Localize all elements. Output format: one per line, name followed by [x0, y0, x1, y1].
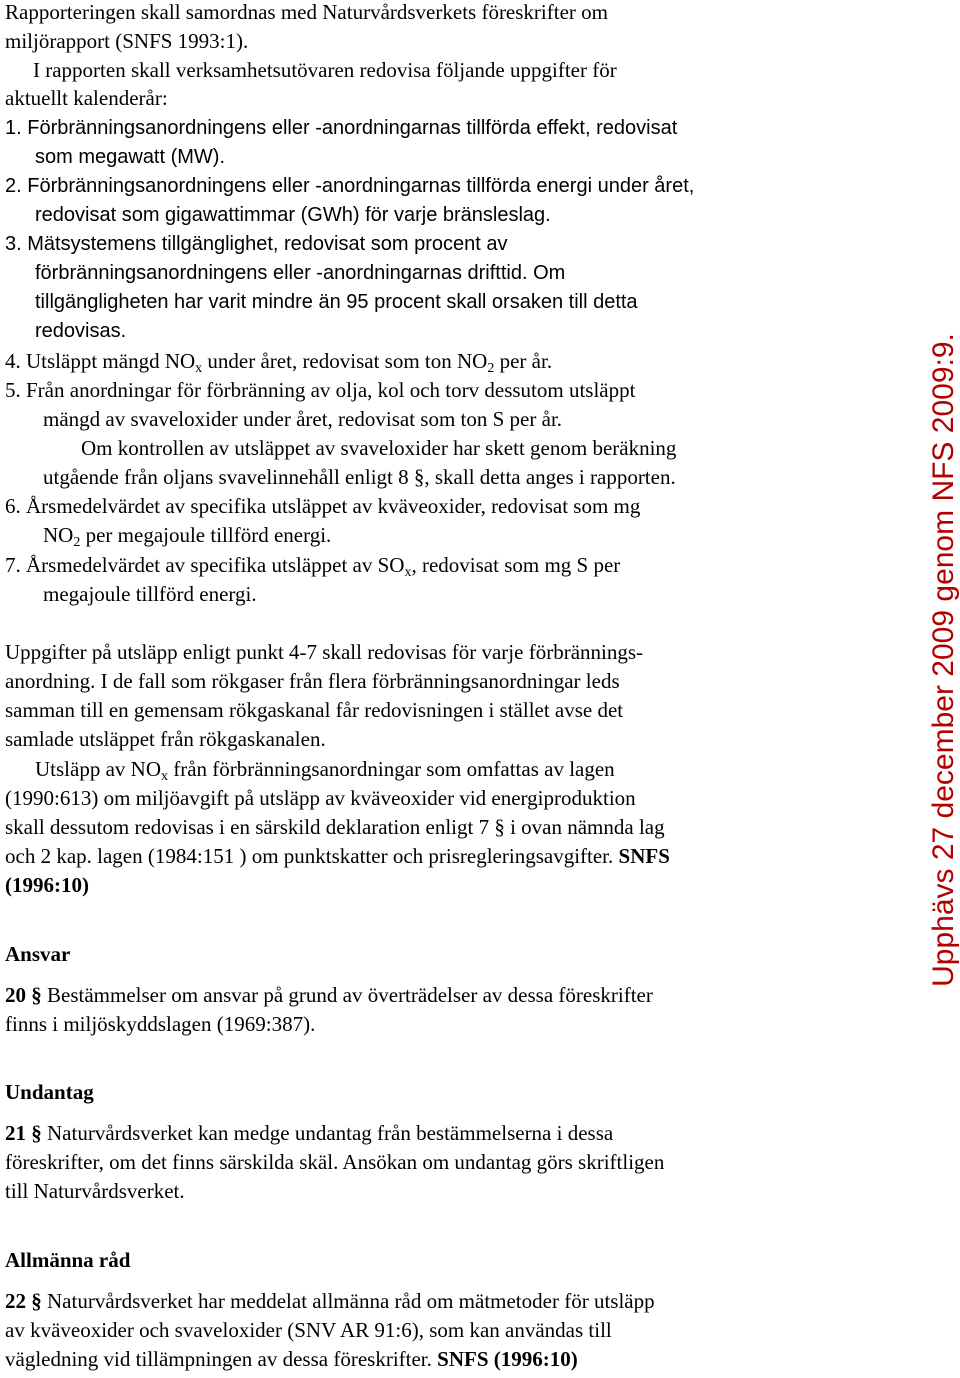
- text-line: redovisas.: [35, 320, 127, 342]
- text-run: Bestämmelser om ansvar på grund av överträdelser av dessa föreskrifter: [41, 983, 653, 1007]
- paragraph-line: föreskrifter, om det finns särskilda skäl. Ansökan om undantag görs skriftligen: [5, 1150, 665, 1174]
- paragraph-line: [5, 1347, 578, 1371]
- section-heading-undantag: Undantag: [5, 1080, 94, 1104]
- snfs-reference: SNFS (1996:10): [437, 1347, 578, 1371]
- section-heading-allmanna-rad: Allmänna råd: [5, 1248, 131, 1272]
- snfs-reference: (1996:10): [5, 873, 89, 897]
- text-line: Rapporteringen skall samordnas med Naturvårdsverkets föreskrifter om: [5, 0, 608, 24]
- paragraph-22: [5, 1289, 655, 1313]
- text-line: tillgängligheten har varit mindre än 95 procent skall orsaken till detta: [35, 291, 638, 313]
- paragraph-line: [35, 757, 615, 785]
- text-run: och 2 kap. lagen (1984:151 ) om punktskatter och prisregleringsavgifter.: [5, 844, 619, 868]
- subscript: 2: [73, 535, 81, 550]
- paragraph-line: finns i miljöskyddslagen (1969:387).: [5, 1012, 316, 1036]
- paragraph-line: samlade utsläppet från rökgaskanalen.: [5, 727, 326, 751]
- paragraph-line: (1990:613) om miljöavgift på utsläpp av kväveoxider vid energiproduktion: [5, 786, 636, 810]
- text-run: per år.: [494, 349, 553, 373]
- paragraph-line: till Naturvårdsverket.: [5, 1179, 185, 1203]
- text-line: [43, 523, 331, 551]
- paragraph-20: [5, 983, 653, 1007]
- list-item-2: 2. Förbränningsanordningens eller -anordningarnas tillförda energi under året,: [5, 175, 695, 197]
- text-line: utgående från oljans svavelinnehåll enligt 8 §, skall detta anges i rapporten.: [43, 465, 676, 489]
- list-item-1: 1. Förbränningsanordningens eller -anordningarnas tillförda effekt, redovisat: [5, 117, 678, 139]
- list-item-7: [5, 553, 620, 581]
- paragraph-line: anordning. I de fall som rökgaser från flera förbränningsanordningar leds: [5, 669, 620, 693]
- text-line: mängd av svaveloxider under året, redovisat som ton S per år.: [43, 407, 563, 431]
- text-run: Naturvårdsverket har meddelat allmänna råd om mätmetoder för utsläpp: [41, 1289, 655, 1313]
- section-number: 22 §: [5, 1289, 42, 1313]
- text-run: per megajoule tillförd energi.: [80, 523, 332, 547]
- text-line: I rapporten skall verksamhetsutövaren redovisa följande uppgifter för: [33, 58, 617, 82]
- paragraph-line: samman till en gemensam rökgaskanal får redovisningen i stället avse det: [5, 698, 624, 722]
- list-item-6: 6. Årsmedelvärdet av specifika utsläppet av kväveoxider, redovisat som mg: [5, 494, 641, 518]
- text-run: vägledning vid tillämpningen av dessa föreskrifter.: [5, 1347, 438, 1371]
- subscript: x: [195, 361, 203, 376]
- paragraph-line: Uppgifter på utsläpp enligt punkt 4-7 skall redovisas för varje förbrännings-: [5, 640, 644, 664]
- text-run: NO: [43, 523, 74, 547]
- text-run: Utsläpp av NO: [35, 757, 161, 781]
- subscript: x: [404, 565, 412, 580]
- snfs-reference: SNFS: [618, 844, 670, 868]
- paragraph-21: [5, 1121, 613, 1145]
- paragraph-line: av kväveoxider och svaveloxider (SNV AR 91:6), som kan användas till: [5, 1318, 612, 1342]
- text-run: , redovisat som mg S per: [411, 553, 621, 577]
- paragraph-line: skall dessutom redovisas i en särskild deklaration enligt 7 § i ovan nämnda lag: [5, 815, 665, 839]
- watermark-text: Upphävs 27 december 2009 genom NFS 2009:9.: [927, 333, 960, 987]
- section-heading-ansvar: Ansvar: [5, 942, 71, 966]
- text-run: 4. Utsläppt mängd NO: [5, 349, 196, 373]
- text-line: som megawatt (MW).: [35, 146, 226, 168]
- subscript: x: [160, 769, 168, 784]
- list-item-3: 3. Mätsystemens tillgänglighet, redovisat som procent av: [5, 233, 508, 255]
- text-run: 7. Årsmedelvärdet av specifika utsläppet av SO: [5, 553, 405, 577]
- text-line: aktuellt kalenderår:: [5, 86, 168, 110]
- section-number: 21 §: [5, 1121, 42, 1145]
- text-run: Naturvårdsverket kan medge undantag från bestämmelserna i dessa: [41, 1121, 614, 1145]
- text-line: redovisat som gigawattimmar (GWh) för varje bränsleslag.: [35, 204, 551, 226]
- subscript: 2: [487, 361, 495, 376]
- text-line: miljörapport (SNFS 1993:1).: [5, 29, 249, 53]
- text-line: förbränningsanordningens eller -anordningarnas drifttid. Om: [35, 262, 566, 284]
- list-item-5: 5. Från anordningar för förbränning av olja, kol och torv dessutom utsläppt: [5, 378, 636, 402]
- text-line: megajoule tillförd energi.: [43, 582, 257, 606]
- text-run: från förbränningsanordningar som omfattas av lagen: [167, 757, 615, 781]
- list-item-4: [5, 349, 552, 377]
- text-run: under året, redovisat som ton NO: [202, 349, 488, 373]
- section-number: 20 §: [5, 983, 42, 1007]
- text-line: Om kontrollen av utsläppet av svaveloxider har skett genom beräkning: [81, 436, 677, 460]
- paragraph-line: [5, 844, 670, 868]
